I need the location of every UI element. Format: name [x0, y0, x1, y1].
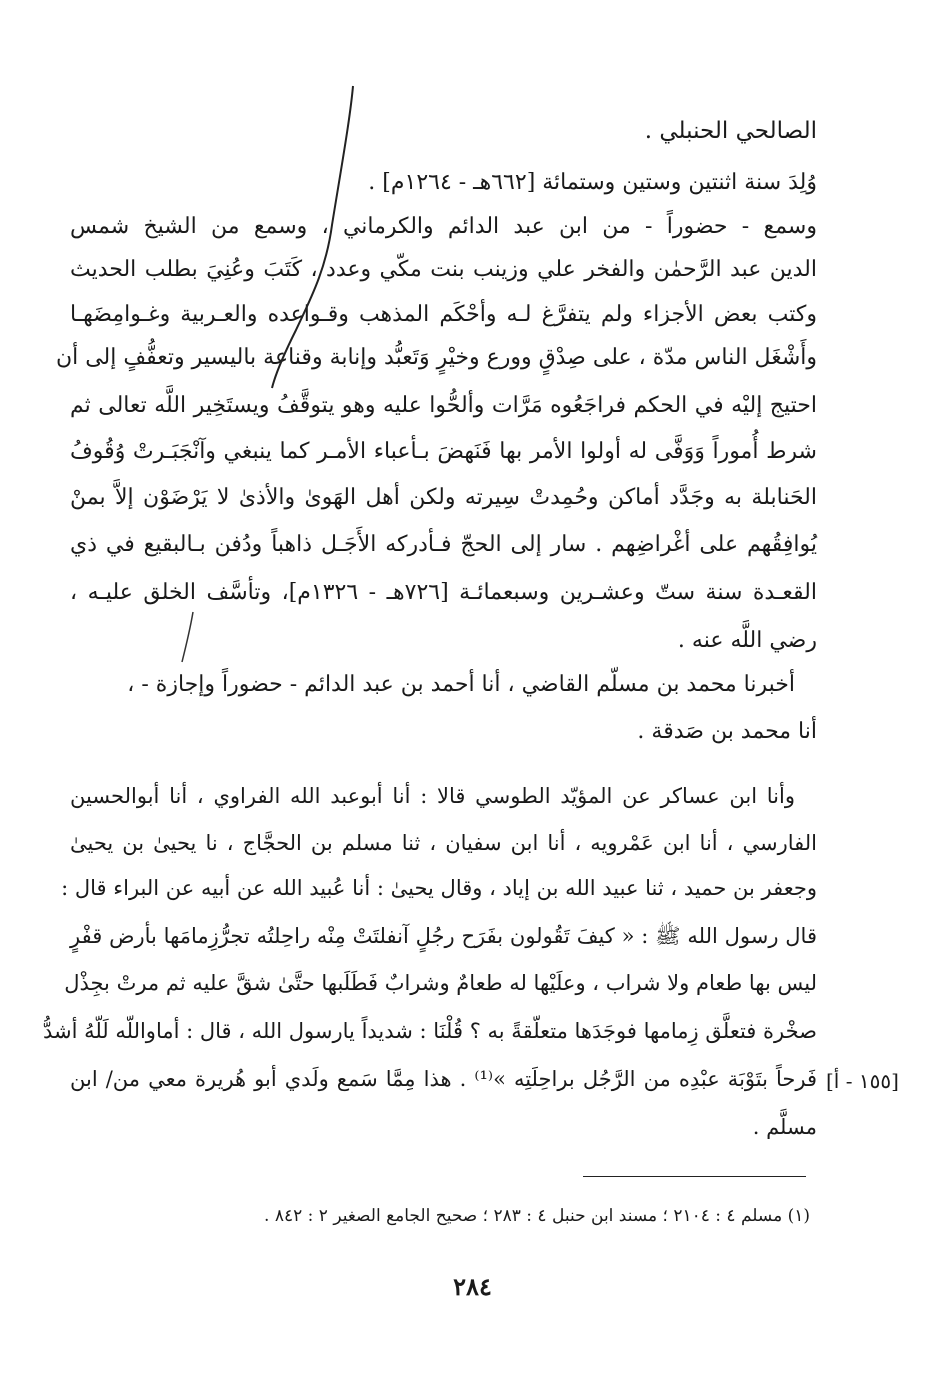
text-line: احتيج إليْه في الحكم فراجَعُوه مَرَّات وألحُّوا عليه وهو يتوقَّفُ ويستَخِير اللَّه تعالى ثم [70, 393, 817, 418]
text-line: الصالحي الحنبلي . [644, 118, 817, 144]
text-line: صخْرة فتعلَّق زِمامها فوجَدَها متعلّقةً به ؟ قُلْنَا : شديداً يارسول الله ، قال : أماواللّه لَلّهُ أشدُّ [42, 1019, 817, 1043]
text-line: ليس بها طعام ولا شراب ، وعلَيْها له طعامٌ وشرابٌ فَطَلَبها حتَّىٰ شقَّ عليه ثم مرتْ بجِذْل [64, 971, 817, 995]
text-line: وسمع - حضوراً - من ابن عبد الدائم والكرماني ، وسمع من الشيخ شمس [70, 214, 817, 239]
text-line: وأَشْغَل الناس مدّة ، على صِدْقٍ وورع وخيْرٍ وَتَعبُّد وإنابة وقناعة باليسير وتعفُّفٍ إلى أن [55, 345, 817, 370]
pen-stroke-short [182, 612, 193, 662]
text-line: رضي اللَّه عنه . [677, 628, 817, 653]
page-number: ٢٨٤ [453, 1272, 492, 1301]
text-line: الحَنابلة به وجَدَّد أماكن وحُمِدتْ سِيرته ولكن أهل الهَوىٰ والأذىٰ لا يَرْضَوْن إلاَّ بمنْ [70, 485, 817, 510]
text-line: شرط أُموراً وَوَفَّى له أولوا الأمر بها فَنَهضَ بـأعباء الأمـر كما ينبغي وآنْجَبَـرتْ وُقُوفُ [70, 439, 817, 464]
footnote-separator [583, 1176, 806, 1177]
text-line: فَرحاً بتَوْبَة عبْدِه من الرَّجُل براحِلَتِه »⁽¹⁾ . هذا مِمَّا سَمع ولَدي أبو هُريرة معي من/ ابن [70, 1067, 817, 1091]
text-line: القعـدة سنة ستّ وعشـرين وسبعمائـة [٧٢٦هـ - ١٣٢٦م]، وتأسَّف الخلق عليـه ، [70, 580, 817, 605]
text-line: قال رسول الله ﷺ : « كيفَ تَقُولون بفَرَح رجُلٍ آنفلتَتْ مِنْه راحِلتُه تجرُّزِمامَها بأرض قفْرٍ [70, 924, 817, 948]
text-line: وأنا ابن عساكر عن المؤيّد الطوسي قالا : أنا أبوعبد الله الفراوي ، أنا أبوالحسين [70, 784, 795, 808]
text-line: الفارسي ، أنا ابن عَمْرويه ، أنا ابن سفيان ، ثنا مسلم بن الحجَّاج ، نا يحيىٰ بن يحيىٰ [70, 831, 817, 855]
manuscript-folio-marker: [١٥٥ - أ] [826, 1069, 899, 1093]
text-line: وُلِدَ سنة اثنتين وستين وستمائة [٦٦٢هـ - ١٢٦٤م] . [368, 170, 817, 195]
text-line: الدين عبد الرَّحمٰن والفخر علي وزينب بنت مكّي وعدد ، كَتَبَ وعُنِيَ بطلب الحديث [70, 257, 817, 282]
text-line: يُوافِقُهم على أغْراضِهم . سار إلى الحجّ فـأدركه الأَجَـل ذاهباً ودُفن بـالبقيع في ذي [70, 532, 817, 557]
footnote: (١) مسلم ٤ : ٢١٠٤ ؛ مسند ابن حنبل ٤ : ٢٨٣ ؛ صحيح الجامع الصغير ٢ : ٨٤٢ . [264, 1206, 810, 1226]
text-line: أنا محمد بن صَدقة . [637, 719, 817, 744]
text-line: وكتب بعض الأجزاء ولم يتفرَّغ لـه وأحْكَم المذهب وقـواعده والعـربية وغـوامِضَهـا [70, 302, 817, 327]
text-line: أخبرنا محمد بن مسلّم القاضي ، أنا أحمد بن عبد الدائم - حضوراً وإجازة - ، [127, 672, 795, 697]
text-line: وجعفر بن حميد ، ثنا عبيد الله بن إياد ، وقال يحيىٰ : أنا عُبيد الله عن أبيه عن البراء قال : [61, 876, 817, 900]
text-line: مسلَّم . [752, 1115, 817, 1139]
